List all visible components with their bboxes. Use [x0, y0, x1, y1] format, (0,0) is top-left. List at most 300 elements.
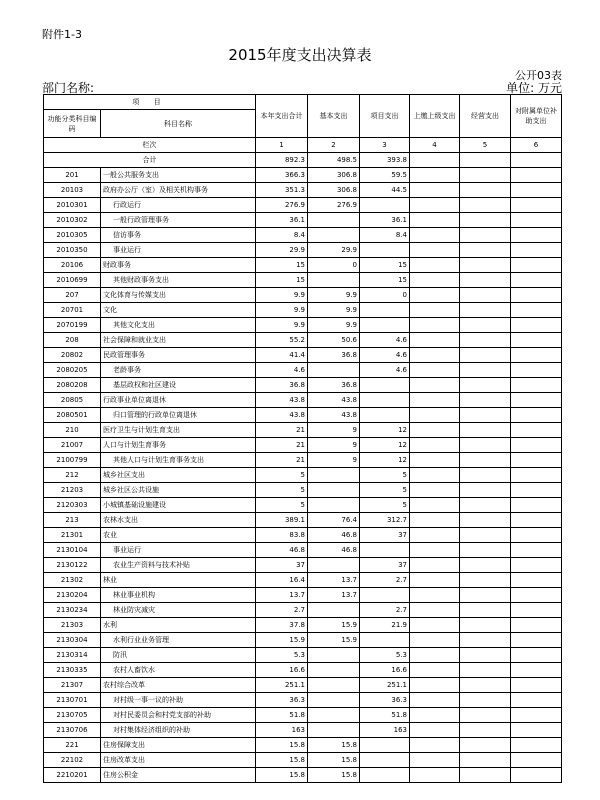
row-subsidy [511, 603, 562, 618]
row-code: 21303 [44, 618, 101, 633]
row-basic [308, 228, 360, 243]
row-total: 21 [256, 438, 308, 453]
row-upper [410, 573, 460, 588]
row-code: 2130706 [44, 723, 101, 738]
total-upper [410, 153, 460, 168]
row-subsidy [511, 168, 562, 183]
table-row [44, 408, 562, 423]
row-subsidy [511, 228, 562, 243]
row-upper [410, 303, 460, 318]
row-operating [460, 708, 511, 723]
row-project [360, 633, 410, 648]
table-row [44, 558, 562, 573]
row-total: 16.4 [256, 573, 308, 588]
department-label: 部门名称: [42, 81, 95, 95]
row-subsidy [511, 303, 562, 318]
row-project: 251.1 [360, 678, 410, 693]
row-subsidy [511, 708, 562, 723]
index-label: 栏次 [44, 138, 256, 153]
row-project [360, 243, 410, 258]
table-row [44, 363, 562, 378]
row-total: 9.9 [256, 318, 308, 333]
row-basic: 9 [308, 423, 360, 438]
table-row [44, 753, 562, 768]
row-total: 351.3 [256, 183, 308, 198]
row-subsidy [511, 453, 562, 468]
row-name: 林业防灾减灾 [101, 603, 256, 618]
row-total: 43.8 [256, 393, 308, 408]
row-operating [460, 693, 511, 708]
row-basic: 15.8 [308, 768, 360, 783]
row-project: 4.6 [360, 363, 410, 378]
row-code: 207 [44, 288, 101, 303]
row-upper [410, 438, 460, 453]
row-operating [460, 228, 511, 243]
table-row [44, 603, 562, 618]
row-subsidy [511, 693, 562, 708]
row-subsidy [511, 363, 562, 378]
row-project: 5 [360, 498, 410, 513]
row-total: 37 [256, 558, 308, 573]
table-row [44, 333, 562, 348]
row-project: 12 [360, 453, 410, 468]
row-total: 4.6 [256, 363, 308, 378]
row-basic: 276.9 [308, 198, 360, 213]
row-project [360, 393, 410, 408]
row-code: 2130104 [44, 543, 101, 558]
row-project [360, 588, 410, 603]
table-row [44, 678, 562, 693]
row-basic: 9.9 [308, 318, 360, 333]
row-subsidy [511, 438, 562, 453]
row-operating [460, 723, 511, 738]
row-total: 15.8 [256, 738, 308, 753]
table-row [44, 273, 562, 288]
table-row [44, 513, 562, 528]
row-upper [410, 633, 460, 648]
row-project: 2.7 [360, 573, 410, 588]
row-operating [460, 453, 511, 468]
row-code: 2130234 [44, 603, 101, 618]
page-title: 2015年度支出决算表 [228, 46, 372, 64]
row-name: 防汛 [101, 648, 256, 663]
row-name: 林业 [101, 573, 256, 588]
row-code: 21302 [44, 573, 101, 588]
row-name: 基层政权和社区建设 [101, 378, 256, 393]
row-name: 对村民委员会和村党支部的补助 [101, 708, 256, 723]
table-row [44, 768, 562, 783]
row-basic: 15.9 [308, 618, 360, 633]
row-operating [460, 273, 511, 288]
row-basic: 15.8 [308, 738, 360, 753]
row-total: 5 [256, 498, 308, 513]
row-name: 其他人口与计划生育事务支出 [101, 453, 256, 468]
table-row [44, 528, 562, 543]
row-code: 2080501 [44, 408, 101, 423]
row-name: 信访事务 [101, 228, 256, 243]
row-basic: 0 [308, 258, 360, 273]
row-basic: 9.9 [308, 303, 360, 318]
row-total: 15.8 [256, 768, 308, 783]
row-subsidy [511, 663, 562, 678]
row-upper [410, 273, 460, 288]
row-total: 5.3 [256, 648, 308, 663]
table-row [44, 573, 562, 588]
row-project: 4.6 [360, 348, 410, 363]
table-row [44, 663, 562, 678]
row-operating [460, 363, 511, 378]
row-upper [410, 543, 460, 558]
table-row [44, 453, 562, 468]
row-basic: 29.9 [308, 243, 360, 258]
row-name: 老龄事务 [101, 363, 256, 378]
row-total: 41.4 [256, 348, 308, 363]
row-operating [460, 633, 511, 648]
header-subsidy: 对附属单位补助支出 [511, 95, 562, 138]
row-total: 389.1 [256, 513, 308, 528]
table-row [44, 348, 562, 363]
row-subsidy [511, 573, 562, 588]
row-operating [460, 198, 511, 213]
row-code: 20106 [44, 258, 101, 273]
row-upper [410, 648, 460, 663]
row-code: 2010302 [44, 213, 101, 228]
row-total: 13.7 [256, 588, 308, 603]
row-project: 5 [360, 483, 410, 498]
row-basic: 36.8 [308, 348, 360, 363]
row-upper [410, 423, 460, 438]
row-operating [460, 768, 511, 783]
table-row [44, 543, 562, 558]
header-total: 本年支出合计 [256, 95, 308, 138]
row-subsidy [511, 288, 562, 303]
row-operating [460, 258, 511, 273]
row-subsidy [511, 678, 562, 693]
row-basic: 9 [308, 453, 360, 468]
row-name: 农村人畜饮水 [101, 663, 256, 678]
table-row [44, 693, 562, 708]
row-operating [460, 558, 511, 573]
row-code: 2130204 [44, 588, 101, 603]
row-code: 210 [44, 423, 101, 438]
row-project: 15 [360, 273, 410, 288]
row-project: 5.3 [360, 648, 410, 663]
row-operating [460, 753, 511, 768]
row-project [360, 318, 410, 333]
row-project [360, 738, 410, 753]
row-upper [410, 738, 460, 753]
row-operating [460, 483, 511, 498]
row-total: 16.6 [256, 663, 308, 678]
row-subsidy [511, 243, 562, 258]
row-project: 312.7 [360, 513, 410, 528]
row-name: 其他文化支出 [101, 318, 256, 333]
row-basic [308, 273, 360, 288]
row-code: 221 [44, 738, 101, 753]
row-subsidy [511, 483, 562, 498]
row-upper [410, 603, 460, 618]
row-name: 事业运行 [101, 243, 256, 258]
table-row [44, 318, 562, 333]
row-code: 20805 [44, 393, 101, 408]
row-total: 15.9 [256, 633, 308, 648]
row-total: 9.9 [256, 303, 308, 318]
row-upper [410, 243, 460, 258]
row-subsidy [511, 618, 562, 633]
row-total: 36.3 [256, 693, 308, 708]
row-basic: 50.6 [308, 333, 360, 348]
row-code: 201 [44, 168, 101, 183]
row-project [360, 543, 410, 558]
row-operating [460, 648, 511, 663]
row-subsidy [511, 318, 562, 333]
row-total: 36.1 [256, 213, 308, 228]
row-name: 城乡社区支出 [101, 468, 256, 483]
row-basic [308, 213, 360, 228]
row-total: 251.1 [256, 678, 308, 693]
row-project: 163 [360, 723, 410, 738]
row-operating [460, 333, 511, 348]
row-subsidy [511, 423, 562, 438]
row-operating [460, 318, 511, 333]
table-row [44, 243, 562, 258]
row-total: 51.8 [256, 708, 308, 723]
row-total: 163 [256, 723, 308, 738]
row-name: 一般行政管理事务 [101, 213, 256, 228]
row-project [360, 303, 410, 318]
table-row [44, 183, 562, 198]
total-row [44, 153, 562, 168]
row-basic [308, 693, 360, 708]
total-subsidy [511, 153, 562, 168]
row-total: 2.7 [256, 603, 308, 618]
row-total: 46.8 [256, 543, 308, 558]
row-name: 行政事业单位离退休 [101, 393, 256, 408]
row-project [360, 198, 410, 213]
row-project: 12 [360, 423, 410, 438]
table-row [44, 303, 562, 318]
table-row [44, 588, 562, 603]
row-total: 15 [256, 273, 308, 288]
row-upper [410, 693, 460, 708]
row-code: 2130335 [44, 663, 101, 678]
row-basic [308, 483, 360, 498]
row-total: 5 [256, 468, 308, 483]
row-subsidy [511, 753, 562, 768]
row-project [360, 408, 410, 423]
header-basic: 基本支出 [308, 95, 360, 138]
row-upper [410, 183, 460, 198]
total-project: 393.8 [360, 153, 410, 168]
row-total: 276.9 [256, 198, 308, 213]
index-cell: 6 [511, 138, 562, 153]
table-row [44, 738, 562, 753]
row-subsidy [511, 528, 562, 543]
row-operating [460, 183, 511, 198]
row-project: 16.6 [360, 663, 410, 678]
table-row [44, 468, 562, 483]
row-operating [460, 618, 511, 633]
index-cell: 2 [308, 138, 360, 153]
row-name: 其他财政事务支出 [101, 273, 256, 288]
row-operating [460, 393, 511, 408]
row-code: 212 [44, 468, 101, 483]
row-name: 水利行业业务管理 [101, 633, 256, 648]
header-operating: 经营支出 [460, 95, 511, 138]
row-upper [410, 588, 460, 603]
row-code: 2130701 [44, 693, 101, 708]
row-subsidy [511, 543, 562, 558]
table-row [44, 708, 562, 723]
row-name: 住房保障支出 [101, 738, 256, 753]
row-operating [460, 603, 511, 618]
row-upper [410, 453, 460, 468]
row-code: 2130705 [44, 708, 101, 723]
row-basic: 46.8 [308, 528, 360, 543]
table-row [44, 483, 562, 498]
row-code: 2120303 [44, 498, 101, 513]
row-subsidy [511, 198, 562, 213]
row-operating [460, 288, 511, 303]
table-row [44, 288, 562, 303]
form-number: 公开03表 [515, 69, 562, 82]
index-cell: 4 [410, 138, 460, 153]
row-name: 住房公积金 [101, 768, 256, 783]
row-upper [410, 213, 460, 228]
row-operating [460, 588, 511, 603]
row-subsidy [511, 183, 562, 198]
total-amount: 892.3 [256, 153, 308, 168]
row-name: 民政管理事务 [101, 348, 256, 363]
row-project: 36.1 [360, 213, 410, 228]
row-operating [460, 513, 511, 528]
table-row [44, 213, 562, 228]
row-code: 2080208 [44, 378, 101, 393]
row-code: 2010699 [44, 273, 101, 288]
row-upper [410, 363, 460, 378]
table-row [44, 423, 562, 438]
row-name: 事业运行 [101, 543, 256, 558]
row-upper [410, 288, 460, 303]
row-total: 9.9 [256, 288, 308, 303]
row-subsidy [511, 273, 562, 288]
header-upper: 上缴上级支出 [410, 95, 460, 138]
expenditure-table [43, 94, 562, 783]
row-name: 农业生产资料与技术补贴 [101, 558, 256, 573]
index-cell: 3 [360, 138, 410, 153]
row-code: 20103 [44, 183, 101, 198]
row-operating [460, 438, 511, 453]
row-basic: 15.8 [308, 753, 360, 768]
row-total: 43.8 [256, 408, 308, 423]
row-upper [410, 228, 460, 243]
row-project: 4.6 [360, 333, 410, 348]
row-name: 农村综合改革 [101, 678, 256, 693]
row-basic: 15.9 [308, 633, 360, 648]
row-operating [460, 168, 511, 183]
row-total: 55.2 [256, 333, 308, 348]
row-name: 农业 [101, 528, 256, 543]
table-row [44, 498, 562, 513]
row-total: 36.8 [256, 378, 308, 393]
row-subsidy [511, 393, 562, 408]
row-name: 林业事业机构 [101, 588, 256, 603]
table-row [44, 168, 562, 183]
row-subsidy [511, 633, 562, 648]
row-code: 2130314 [44, 648, 101, 663]
total-label: 合计 [44, 153, 256, 168]
row-project [360, 753, 410, 768]
row-upper [410, 498, 460, 513]
row-basic: 13.7 [308, 573, 360, 588]
row-project: 0 [360, 288, 410, 303]
row-code: 213 [44, 513, 101, 528]
row-operating [460, 678, 511, 693]
row-code: 208 [44, 333, 101, 348]
row-code: 20701 [44, 303, 101, 318]
row-name: 农林水支出 [101, 513, 256, 528]
row-operating [460, 543, 511, 558]
row-name: 小城镇基础设施建设 [101, 498, 256, 513]
row-name: 对村集体经济组织的补助 [101, 723, 256, 738]
row-name: 行政运行 [101, 198, 256, 213]
row-project: 2.7 [360, 603, 410, 618]
table-row [44, 618, 562, 633]
row-code: 2130304 [44, 633, 101, 648]
row-upper [410, 663, 460, 678]
row-name: 水利 [101, 618, 256, 633]
row-total: 21 [256, 423, 308, 438]
row-name: 社会保障和就业支出 [101, 333, 256, 348]
row-basic: 306.8 [308, 168, 360, 183]
row-subsidy [511, 738, 562, 753]
row-total: 37.8 [256, 618, 308, 633]
total-operating [460, 153, 511, 168]
row-project: 5 [360, 468, 410, 483]
row-subsidy [511, 333, 562, 348]
row-operating [460, 408, 511, 423]
row-project: 8.4 [360, 228, 410, 243]
table-row [44, 393, 562, 408]
row-code: 2210201 [44, 768, 101, 783]
row-basic: 46.8 [308, 543, 360, 558]
row-basic [308, 723, 360, 738]
table-row [44, 438, 562, 453]
row-project: 37 [360, 528, 410, 543]
row-basic [308, 498, 360, 513]
row-basic: 306.8 [308, 183, 360, 198]
row-name: 城乡社区公共设施 [101, 483, 256, 498]
row-operating [460, 498, 511, 513]
row-name: 财政事务 [101, 258, 256, 273]
table-row [44, 723, 562, 738]
row-basic: 36.8 [308, 378, 360, 393]
row-subsidy [511, 258, 562, 273]
row-upper [410, 258, 460, 273]
row-operating [460, 528, 511, 543]
row-basic [308, 603, 360, 618]
attachment-label: 附件1-3 [42, 28, 82, 41]
row-subsidy [511, 648, 562, 663]
row-code: 21301 [44, 528, 101, 543]
row-upper [410, 723, 460, 738]
row-total: 8.4 [256, 228, 308, 243]
table-row [44, 228, 562, 243]
unit-label: 单位: 万元 [506, 81, 562, 95]
row-basic [308, 468, 360, 483]
row-name: 政府办公厅（室）及相关机构事务 [101, 183, 256, 198]
row-subsidy [511, 558, 562, 573]
